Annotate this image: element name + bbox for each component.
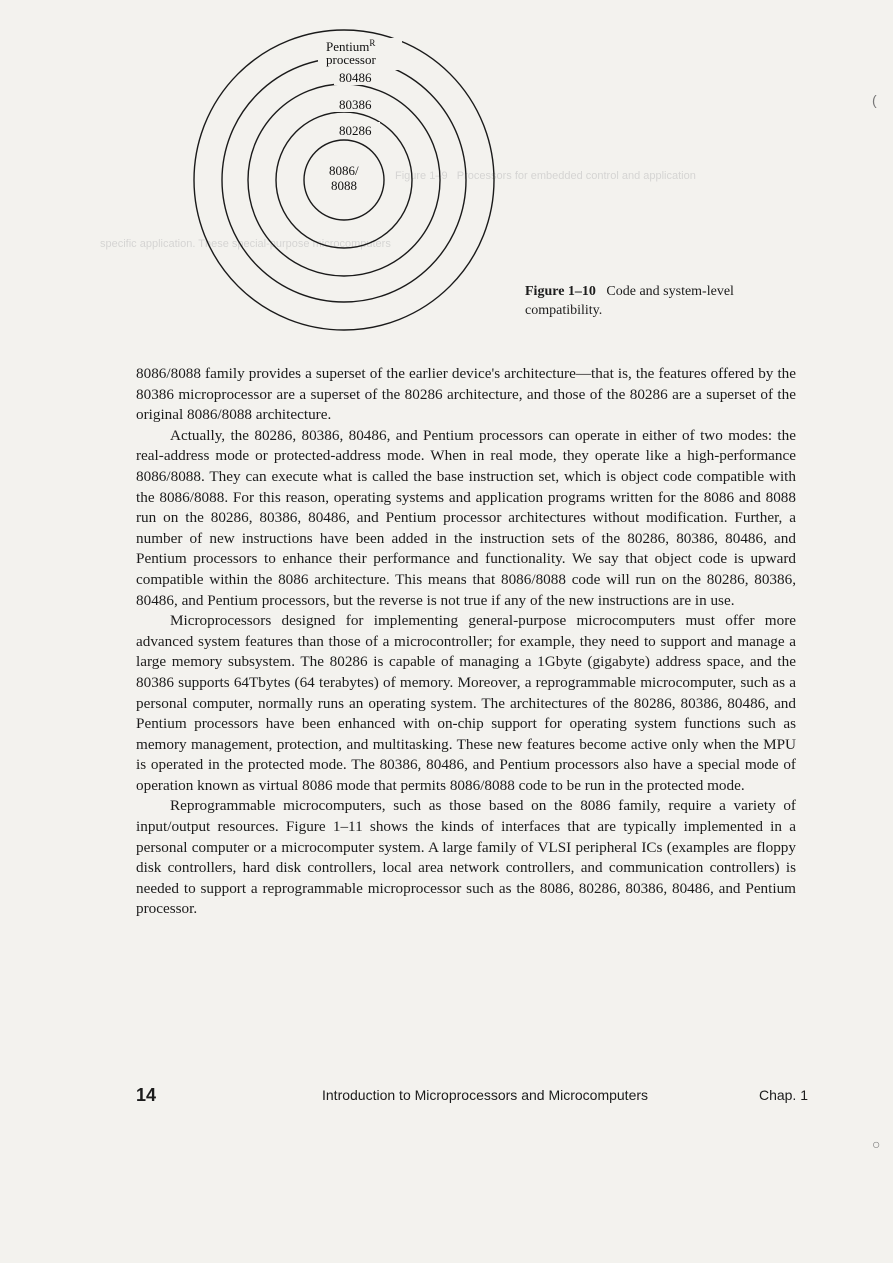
ring-label-pentium: Pentium$^R$ bbox=[326, 38, 376, 54]
compatibility-ring-diagram bbox=[140, 0, 540, 345]
ring-label-80386: 80386 bbox=[339, 97, 372, 112]
page-number: 14 bbox=[136, 1085, 157, 1105]
bleed-through-text: specific application. These special-purpose microcomputers bbox=[100, 238, 391, 250]
figure-caption-label: Figure 1–10 bbox=[525, 284, 596, 299]
paragraph: Actually, the 80286, 80386, 80486, and Pentium processors can operate in either of two modes: the real-address mode or protected-address mode. When in real mode, they operate like a high-performance 8086/8088. They can execute what is called the base instruction set, which is object code compatible with the 8086/8088. For this reason, operating systems and application programs written for the 8086 and 8088 run on the 80286, 80386, 80486, and Pentium processor architectures without modification. Further, a number of new instructions have been added in the instruction sets of the 80286, 80386, 80486, and Pentium processors to enhance their performance and functionality. We say that object code is upward compatible within the 8086 architecture. This means that 8086/8088 code will run on the 80286, 80386, 80486, and Pentium processors, but the reverse is not true if any of the new instructions are in use. bbox=[136, 426, 796, 609]
chapter-label: Chap. 1 bbox=[758, 1087, 808, 1103]
running-title: Introduction to Microprocessors and Microcomputers bbox=[322, 1087, 649, 1103]
page-footer bbox=[136, 1085, 808, 1107]
figure-caption-text: Code and system-level compatibility. bbox=[525, 284, 734, 318]
paragraph: Microprocessors designed for implementing general-purpose microcomputers must offer more advanced system features than those of a microcontroller; for example, they need to support and manage a large memory subsystem. The 80286 is capable of managing a 1Gbyte (gigabyte) address space, and the 80386 supports 64Tbytes (64 terabytes) of memory. Moreover, a reprogrammable microcomputer, such as a personal computer, normally runs an operating system. The architectures of the 80286, 80386, 80486, and Pentium processors have been enhanced with on-chip support for operating system functions such as memory management, protection, and multitasking. These new features become active only when the MPU is operated in the protected mode. The 80386, 80486, and Pentium processors also have a special mode of operation known as virtual 8086 mode that permits 8086/8088 code to be run in the protected mode. bbox=[136, 612, 796, 794]
bleed-through-text: Figure 1–9 Processors for embedded control and application bbox=[395, 170, 696, 182]
ring-label-80486: 80486 bbox=[339, 70, 372, 85]
ring-label-processor: processor bbox=[326, 52, 376, 67]
paragraph: 8086/8088 family provides a superset of the earlier device's architecture—that is, the features offered by the 80386 microprocessor are a superset of the 80286 architecture, and those of the 80286 are a superset of the original 8086/8088 architecture. bbox=[136, 365, 796, 424]
paragraph: Reprogrammable microcomputers, such as those based on the 8086 family, require a variety of input/output resources. Figure 1–11 shows the kinds of interfaces that are typically implemented in a personal computer or a microcomputer system. A large family of VLSI peripheral ICs (examples are floppy disk controllers, hard disk controllers, local area network controllers, and communication controllers) is needed to support a reprogrammable microprocessor such as the 8086, 80286, 80386, 80486, and Pentium processor. bbox=[136, 797, 796, 918]
ring-label-8086: 8086/ bbox=[329, 163, 359, 178]
figure-caption bbox=[525, 282, 795, 320]
ring-label-80286: 80286 bbox=[339, 123, 372, 138]
ring-label-8088: 8088 bbox=[331, 178, 357, 193]
margin-mark: ( bbox=[872, 92, 877, 108]
margin-mark: ○ bbox=[872, 1136, 881, 1152]
body-text bbox=[136, 364, 796, 920]
